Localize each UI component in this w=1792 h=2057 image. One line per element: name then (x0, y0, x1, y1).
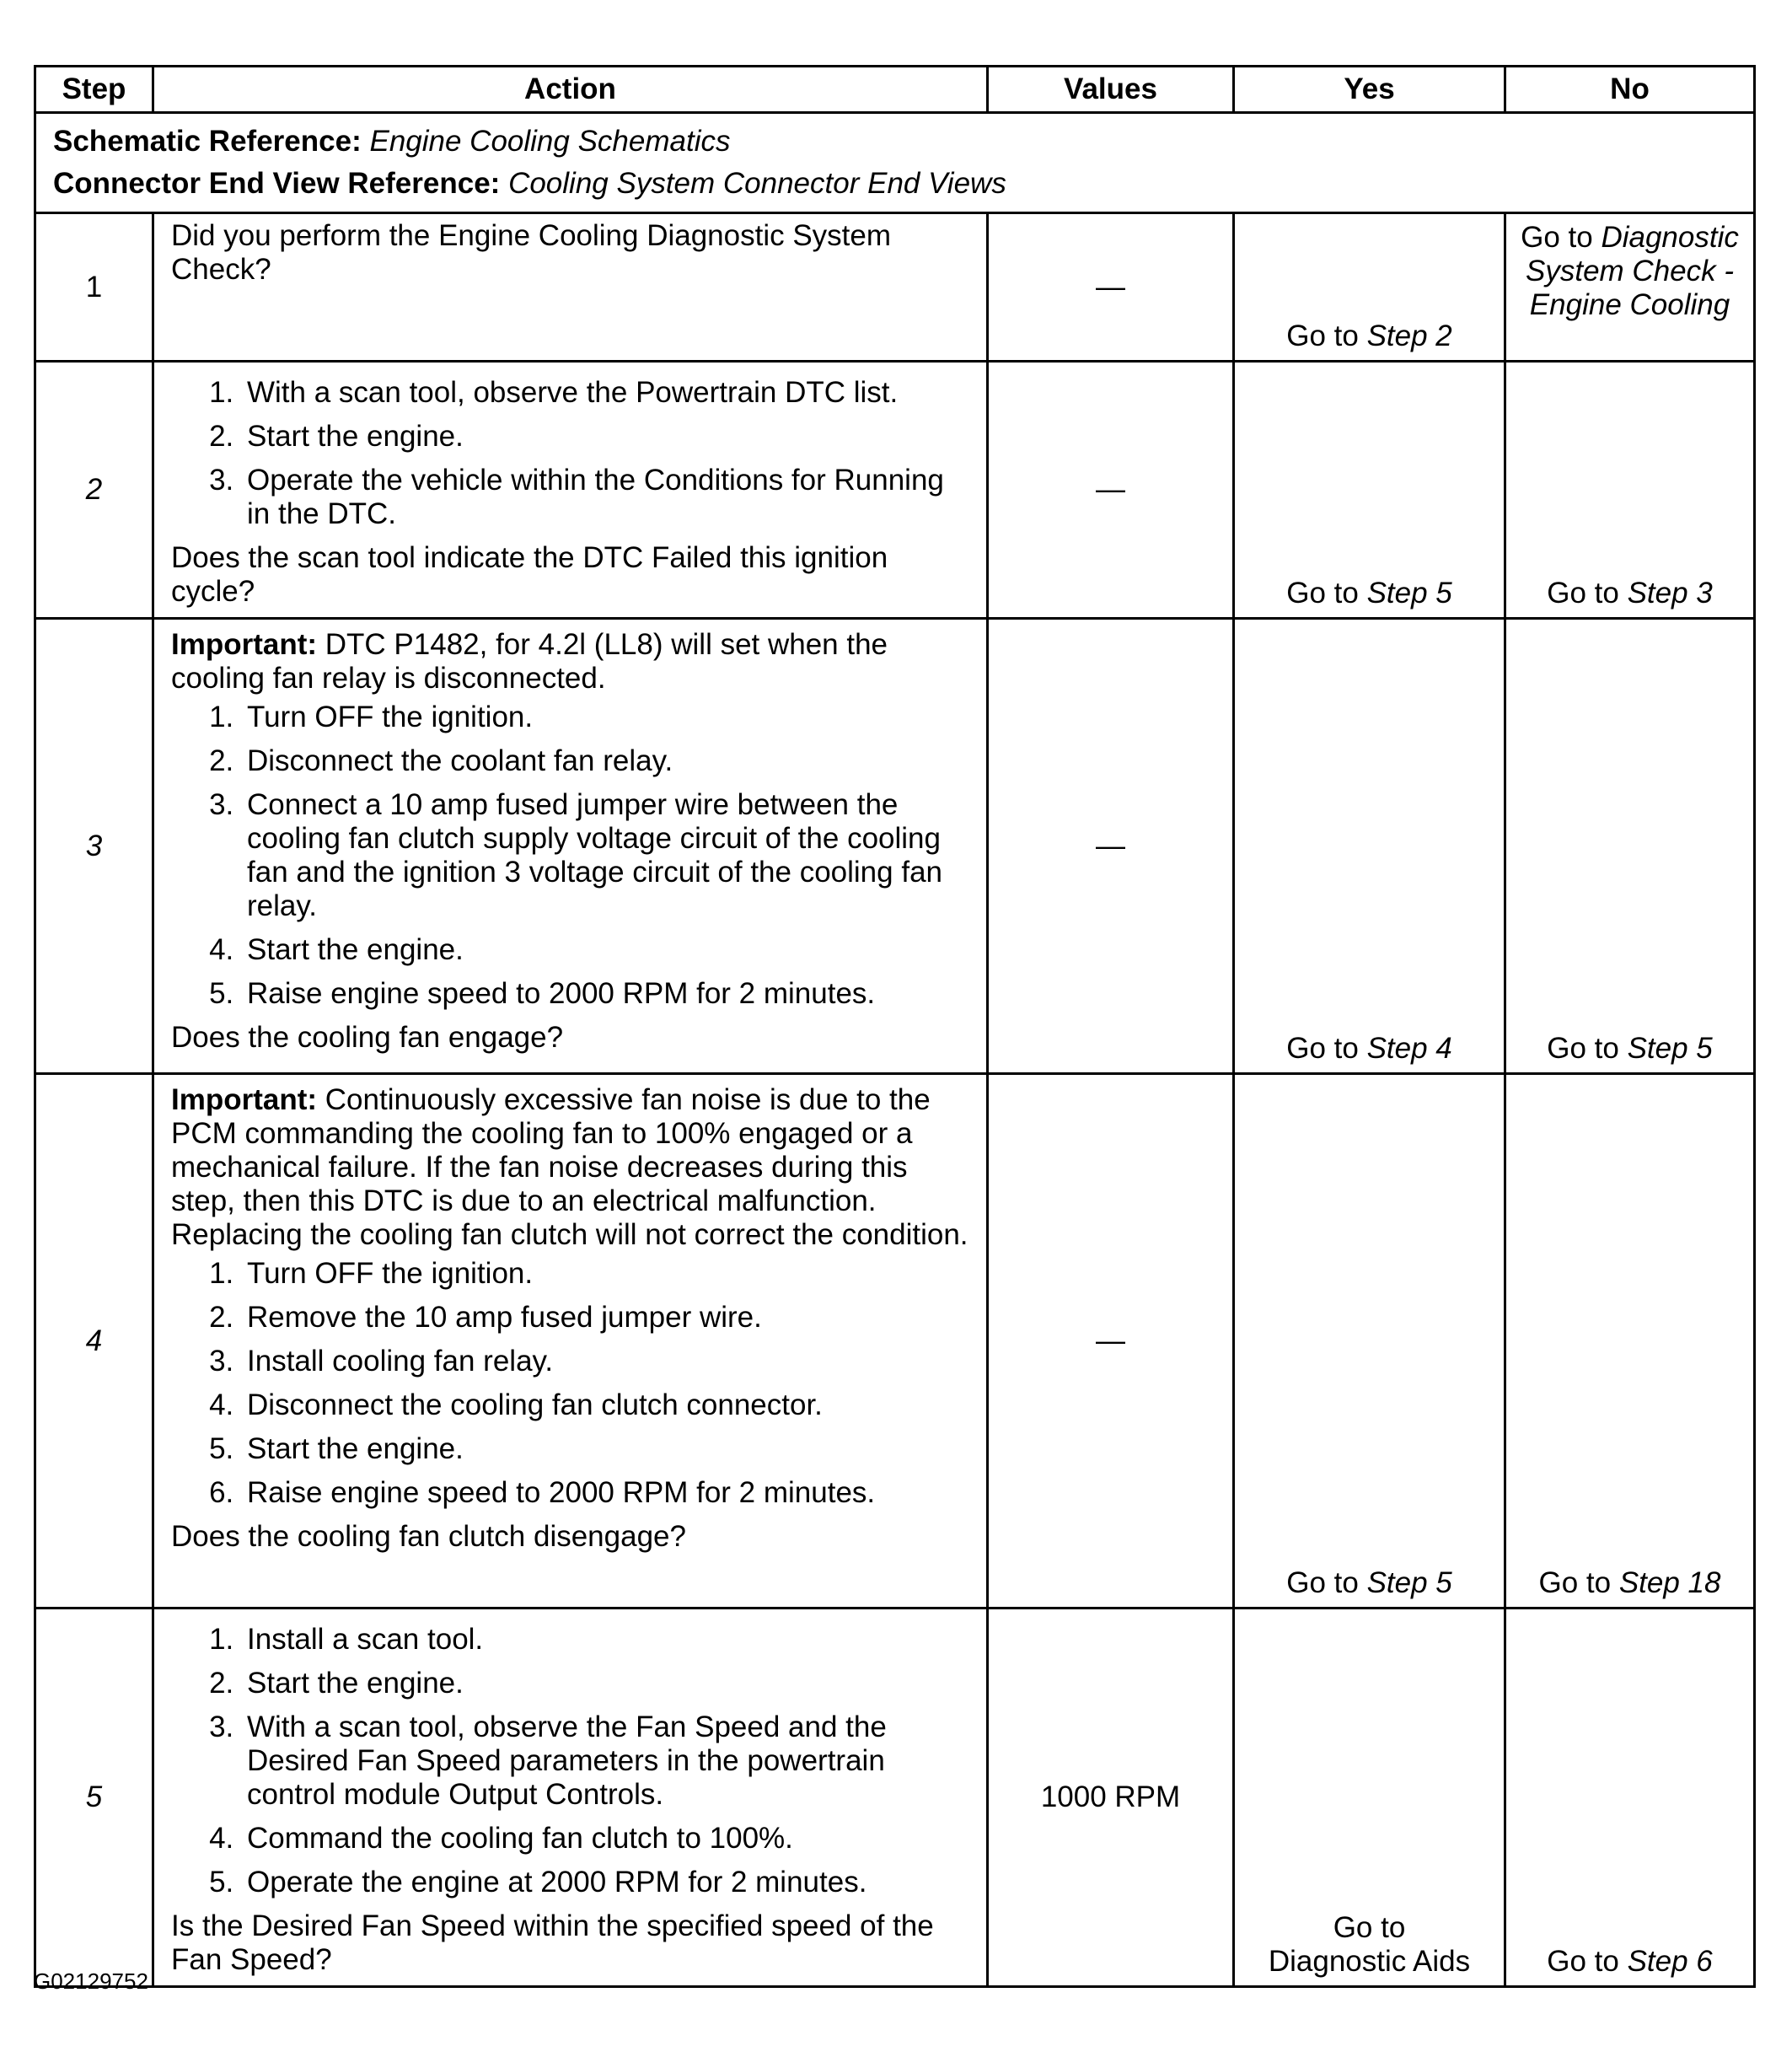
no-prefix: Go to (1547, 577, 1628, 610)
action-step: 5. Operate the engine at 2000 RPM for 2 minutes. (242, 1866, 974, 1899)
step-number: 2 (35, 362, 153, 619)
important-label: Important: (171, 628, 318, 661)
action-cell (153, 362, 988, 619)
references-cell (35, 113, 1755, 213)
action-step: 3. Operate the vehicle within the Conditions for Running in the DTC. (242, 464, 974, 531)
no-link[interactable]: Step 6 (1627, 1945, 1713, 1978)
action-question: Does the cooling fan clutch disengage? (171, 1520, 686, 1553)
action-step: 4. Start the engine. (242, 933, 974, 967)
no-cell (1505, 1609, 1755, 1987)
yes-prefix: Go to (1286, 320, 1367, 352)
yes-cell (1234, 1074, 1505, 1609)
step-number: 1 (35, 213, 153, 362)
no-prefix: Go to (1521, 221, 1602, 254)
action-step: 4. Disconnect the cooling fan clutch connector. (242, 1388, 974, 1422)
step-number: 5 (35, 1609, 153, 1987)
action-step: 1. With a scan tool, observe the Powertrain DTC list. (242, 376, 974, 410)
action-steps (171, 701, 974, 1011)
header-action: Action (153, 67, 988, 113)
no-prefix: Go to (1547, 1032, 1628, 1065)
no-cell (1505, 619, 1755, 1074)
table-row-step-3 (35, 619, 1755, 1074)
action-step: 2. Start the engine. (242, 420, 974, 454)
no-cell (1505, 213, 1755, 362)
action-question: Is the Desired Fan Speed within the specified speed of the Fan Speed? (171, 1909, 934, 1976)
yes-cell (1234, 362, 1505, 619)
header-values: Values (988, 67, 1234, 113)
header-row (35, 67, 1755, 113)
no-link[interactable]: Step 5 (1627, 1032, 1713, 1065)
action-steps (171, 376, 974, 531)
no-link[interactable]: Step 3 (1627, 577, 1713, 610)
connector-reference-link[interactable]: Cooling System Connector End Views (508, 167, 1006, 200)
values-cell: — (988, 213, 1234, 362)
schematic-reference (53, 121, 1736, 163)
important-note (171, 628, 974, 696)
action-step: 4. Command the cooling fan clutch to 100%. (242, 1822, 974, 1856)
action-step: 2. Start the engine. (242, 1667, 974, 1700)
action-question: Does the scan tool indicate the DTC Failed this ignition cycle? (171, 541, 888, 608)
action-cell (153, 1609, 988, 1987)
diagnostic-document (34, 65, 1753, 1988)
action-question: Did you perform the Engine Cooling Diagnostic System Check? (171, 219, 892, 286)
action-question: Does the cooling fan engage? (171, 1021, 564, 1054)
action-cell (153, 213, 988, 362)
yes-cell (1234, 619, 1505, 1074)
table-row-step-5 (35, 1609, 1755, 1987)
no-prefix: Go to (1538, 1566, 1619, 1599)
action-step: 2. Remove the 10 amp fused jumper wire. (242, 1301, 974, 1335)
connector-reference-label: Connector End View Reference: (53, 167, 501, 200)
no-link[interactable]: Diagnostic System Check - Engine Cooling (1526, 221, 1739, 321)
action-step: 5. Start the engine. (242, 1432, 974, 1466)
important-text: Continuously excessive fan noise is due to the PCM commanding the cooling fan to 100% engaged or a mechanical failure. If the fan noise decreases during this step, then this DTC is due to an electrical malfunction. Replacing the cooling fan clutch will not correct the condition. (171, 1083, 968, 1251)
yes-prefix: Go to (1333, 1911, 1406, 1944)
no-link[interactable]: Step 18 (1618, 1566, 1721, 1599)
header-step: Step (35, 67, 153, 113)
action-step: 3. With a scan tool, observe the Fan Speed and the Desired Fan Speed parameters in the powertrain control module Output Controls. (242, 1711, 974, 1812)
values-cell: — (988, 362, 1234, 619)
no-prefix: Go to (1547, 1945, 1628, 1978)
action-step: 3. Connect a 10 amp fused jumper wire between the cooling fan clutch supply voltage circuit of the cooling fan and the ignition 3 voltage circuit of the cooling fan relay. (242, 788, 974, 923)
action-step: 1. Turn OFF the ignition. (242, 1257, 974, 1291)
table-row-step-4 (35, 1074, 1755, 1609)
yes-prefix: Go to (1286, 577, 1367, 610)
values-cell: 1000 RPM (988, 1609, 1234, 1987)
connector-reference (53, 163, 1736, 205)
action-step: 5. Raise engine speed to 2000 RPM for 2 minutes. (242, 977, 974, 1011)
important-note (171, 1083, 974, 1252)
schematic-reference-label: Schematic Reference: (53, 125, 362, 158)
action-cell (153, 619, 988, 1074)
action-step: 3. Install cooling fan relay. (242, 1345, 974, 1378)
table-row-step-1 (35, 213, 1755, 362)
action-step: 1. Install a scan tool. (242, 1623, 974, 1657)
important-text: DTC P1482, for 4.2l (LL8) will set when the cooling fan relay is disconnected. (171, 628, 888, 695)
references-row (35, 113, 1755, 213)
yes-link[interactable]: Diagnostic Aids (1268, 1945, 1471, 1978)
yes-cell (1234, 213, 1505, 362)
header-no: No (1505, 67, 1755, 113)
yes-link[interactable]: Step 2 (1366, 320, 1452, 352)
yes-prefix: Go to (1286, 1566, 1367, 1599)
action-steps (171, 1257, 974, 1510)
header-yes: Yes (1234, 67, 1505, 113)
schematic-reference-link[interactable]: Engine Cooling Schematics (369, 125, 731, 158)
step-number: 4 (35, 1074, 153, 1609)
action-step: 6. Raise engine speed to 2000 RPM for 2 minutes. (242, 1476, 974, 1510)
action-steps (171, 1623, 974, 1899)
values-cell: — (988, 619, 1234, 1074)
no-cell (1505, 1074, 1755, 1609)
important-label: Important: (171, 1083, 318, 1116)
values-cell: — (988, 1074, 1234, 1609)
yes-link[interactable]: Step 4 (1366, 1032, 1452, 1065)
table-row-step-2 (35, 362, 1755, 619)
yes-prefix: Go to (1286, 1032, 1367, 1065)
yes-link[interactable]: Step 5 (1366, 1566, 1452, 1599)
yes-link[interactable]: Step 5 (1366, 577, 1452, 610)
no-cell (1505, 362, 1755, 619)
action-cell (153, 1074, 988, 1609)
step-number: 3 (35, 619, 153, 1074)
yes-cell (1234, 1609, 1505, 1987)
action-step: 1. Turn OFF the ignition. (242, 701, 974, 734)
diagnostic-table (34, 65, 1756, 1988)
action-step: 2. Disconnect the coolant fan relay. (242, 744, 974, 778)
figure-id: G02129752 (34, 1968, 148, 1994)
